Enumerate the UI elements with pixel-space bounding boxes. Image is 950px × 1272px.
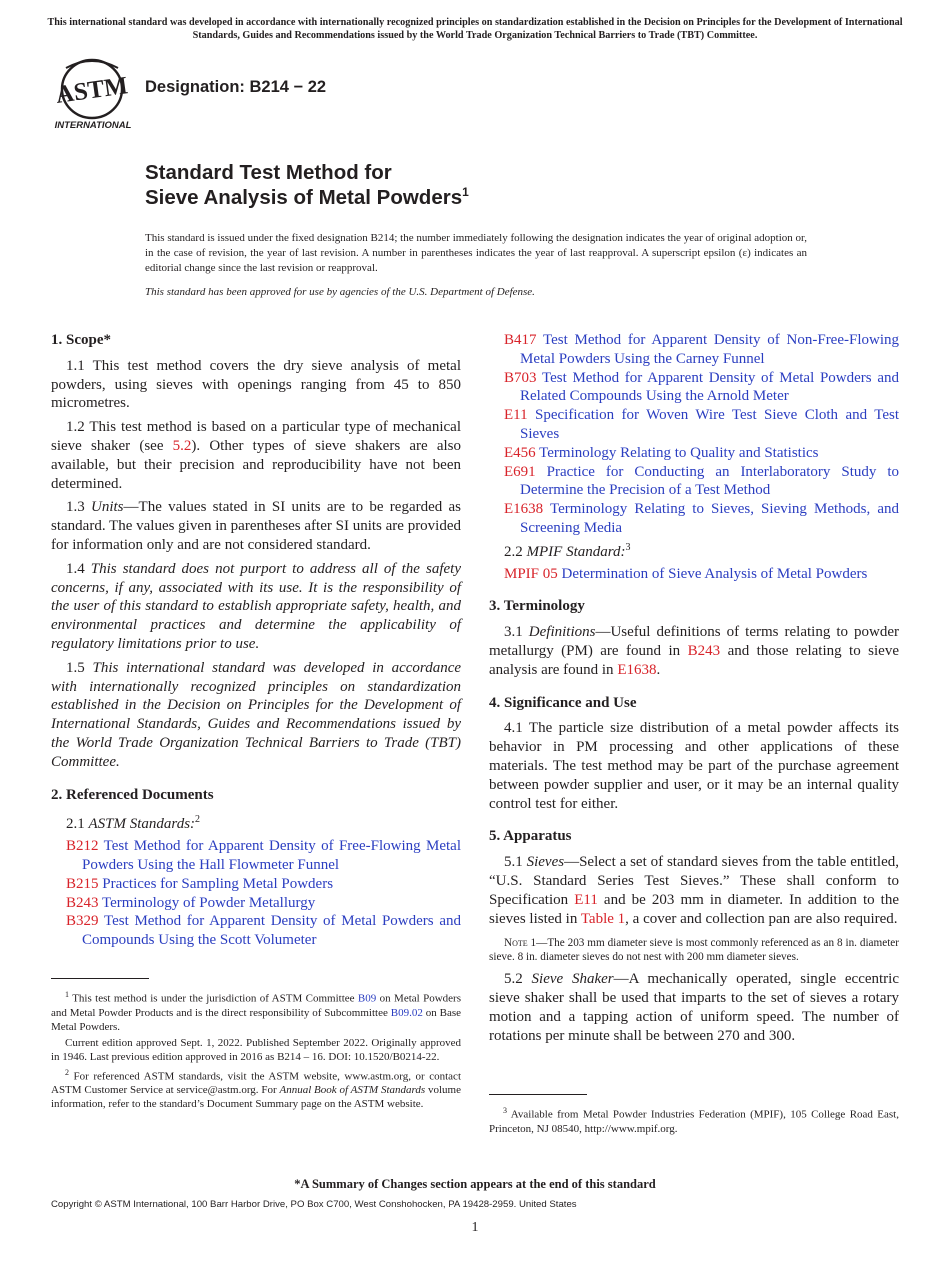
footnotes-left [51, 988, 461, 1113]
reference-item [51, 837, 461, 875]
reference-code[interactable]: B243 [66, 894, 99, 911]
para-5-2-term: Sieve Shaker [531, 971, 614, 988]
para-2-2 [489, 539, 899, 562]
note-1 [489, 936, 899, 964]
dod-approval-note: This standard has been approved for use by agencies of the U.S. Department of Defense. [145, 286, 535, 298]
section-1-heading: 1. Scope* [51, 332, 111, 348]
para-3-1-c: . [656, 661, 661, 678]
reference-title[interactable]: Practice for Conducting an Interlaboratory Study to Determine the Precision of a Test Method [520, 463, 899, 499]
top-note: This international standard was developed in accordance with internationally recognized principles on standardization established in the Decision on Principles for the Development of International Standards, Guides and Recommendations issued by the World Trade Organization Technical Barriers to Trade (TBT) Committee. [47, 17, 903, 41]
footnote-2-mark: 2 [65, 1067, 69, 1077]
note-1-label: Note 1 [504, 937, 537, 950]
para-5-1-c: , a cover and collection pan are also required. [625, 910, 898, 927]
astm-logo-text: ASTM [54, 72, 130, 109]
reference-item [489, 369, 899, 407]
footnote-1-c: on Base Metal Powders. [51, 1006, 461, 1033]
footnote-1-mark: 1 [65, 990, 69, 999]
para-1-2 [51, 418, 461, 493]
section-3-heading: 3. Terminology [489, 598, 585, 615]
section-4-heading: 4. Significance and Use [489, 694, 637, 711]
para-5-1-num: 5.1 [504, 854, 527, 871]
para-5-2-rest: —A mechanically operated, single eccentric sieve shaker shall be used that imparts to the set of sieves a rotary motion and a tapping action of uniform speed. The number of rotations per minute shall be between 270 and 300. [489, 971, 900, 1044]
footnote-rule-left [51, 978, 149, 979]
section-5-heading: 5. Apparatus [489, 828, 572, 845]
para-2-2-sup: 3 [625, 541, 631, 553]
footnote-2-b: volume information, refer to the standard’s Document Summary page on the ASTM website. [51, 1084, 461, 1111]
reference-code[interactable]: E456 [504, 444, 536, 461]
link-5-2[interactable]: 5.2 [172, 437, 192, 454]
reference-title[interactable]: Terminology Relating to Quality and Statistics [539, 444, 819, 461]
astm-logo [54, 58, 134, 132]
reference-title[interactable]: Test Method for Apparent Density of Non-Free-Flowing Metal Powders Using the Carney Funnel [520, 332, 900, 367]
reference-title[interactable]: Test Method for Apparent Density of Free-Flowing Metal Powders Using the Hall Flowmeter Funnel [82, 838, 461, 873]
reference-code[interactable]: B703 [504, 369, 537, 386]
para-1-2-b: ). Other types of sieve shakers are also available, but their precision and reproducibility have not been determined. [51, 437, 461, 492]
designation: Designation: B214 − 22 [145, 78, 327, 96]
reference-title[interactable]: Specification for Woven Wire Test Sieve Cloth and Test Sieves [520, 407, 899, 442]
para-1-2-a: 1.2 This test method is based on a particular type of mechanical sieve shaker (see [51, 419, 461, 454]
reference-item [489, 406, 899, 444]
astm-reference-list-right [489, 331, 899, 538]
reference-item [489, 463, 899, 501]
note-1-text: —The 203 mm diameter sieve is most commonly referenced as an 8 in. diameter sieve. 8 in. diameter sieves do not nest with 200 mm diameter sieves. [489, 937, 899, 964]
footnote-rule-right [489, 1094, 587, 1095]
reference-code[interactable]: B329 [66, 913, 99, 930]
reference-code[interactable]: B215 [66, 875, 99, 892]
reference-code[interactable]: E11 [504, 407, 528, 424]
para-5-2-num: 5.2 [504, 971, 532, 988]
section-2-heading: 2. Referenced Documents [51, 786, 214, 803]
para-2-1-num: 2.1 [66, 816, 89, 833]
para-3-1-term: Definitions [528, 624, 596, 641]
para-1-1: 1.1 This test method covers the dry sieve analysis of metal powders, using sieves with openings ranging from 45 to 850 micrometres. [51, 357, 461, 412]
reference-title[interactable]: Terminology of Powder Metallurgy [102, 894, 316, 911]
reference-title[interactable]: Practices for Sampling Metal Powders [102, 875, 334, 892]
summary-of-changes-note: *A Summary of Changes section appears at the end of this standard [294, 1177, 656, 1191]
para-5-1-a: —Select a set of standard sieves from the table entitled, “U.S. Standard Series Test Sieves.” These shall conform to Specification [489, 854, 900, 908]
para-2-2-label: MPIF Standard: [526, 543, 626, 560]
para-3-1-a: —Useful definitions of terms relating to powder metallurgy (PM) are found in [489, 624, 900, 659]
footnote-3-text: Available from Metal Powder Industries Federation (MPIF), 105 College Road East, Princeton, NJ 08540, http://www.mpif.org. [489, 1108, 899, 1135]
para-1-4 [51, 560, 461, 654]
reference-code[interactable]: B212 [66, 838, 99, 855]
footnote-3 [489, 1104, 899, 1136]
page-number: 1 [471, 1220, 479, 1235]
left-column [51, 331, 461, 950]
document-title [145, 160, 845, 210]
link-b09-02[interactable]: B09.02 [390, 1006, 423, 1019]
link-b243[interactable]: B243 [687, 642, 721, 659]
link-b09[interactable]: B09 [357, 992, 377, 1005]
reference-item [489, 444, 899, 463]
astm-reference-list-left [51, 837, 461, 950]
para-1-3-num: 1.3 [66, 499, 92, 516]
para-5-1-b: and be 203 mm in diameter. In addition to the sieves listed in [489, 891, 900, 927]
reference-code[interactable]: B417 [504, 332, 537, 348]
para-3-1-b: and those relating to sieve analysis are found in [489, 642, 899, 678]
footnote-1-a: This test method is under the jurisdiction of ASTM Committee [69, 992, 358, 1005]
para-1-5-num: 1.5 [66, 659, 93, 676]
reference-item [51, 912, 461, 950]
footnote-2-a: For referenced ASTM standards, visit the ASTM website, www.astm.org, or contact ASTM Customer Service at service@astm.org. For [51, 1070, 461, 1097]
para-1-5-text: This international standard was developed in accordance with internationally recognized principles on standardization established in the Decision on Principles for the Development of International Standards, Guides and Recommendations issued by the World Trade Organization Technical Barriers to Trade (TBT) Committee. [51, 659, 462, 770]
para-4-1: 4.1 The particle size distribution of a metal powder affects its behavior in PM processing and other applications of these materials. The test method may be part of the purchase agreement between powder supplier and user, or it may be an internal quality control test for either. [489, 720, 899, 812]
footnote-2 [51, 1066, 461, 1112]
reference-code[interactable]: E1638 [504, 501, 544, 518]
title-line-2 [145, 185, 845, 210]
footnote-3-mark: 3 [503, 1106, 507, 1115]
reference-title[interactable]: Test Method for Apparent Density of Metal Powders and Compounds Using the Scott Volumeter [82, 913, 461, 949]
reference-title[interactable]: Determination of Sieve Analysis of Metal Powders [561, 565, 868, 582]
reference-item [51, 894, 461, 913]
footnote-1 [51, 988, 461, 1034]
para-1-5 [51, 659, 461, 772]
title-line-1: Standard Test Method for [145, 161, 392, 184]
para-5-2 [489, 970, 899, 1045]
link-table-1[interactable]: Table 1 [580, 910, 626, 927]
para-1-3-rest: —The values stated in SI units are to be regarded as standard. The values given in parentheses after SI units are provided for information only and are not considered standard. [51, 499, 462, 553]
para-2-2-num: 2.2 [504, 543, 527, 560]
para-5-1 [489, 853, 899, 928]
footnote-1-edition: Current edition approved Sept. 1, 2022. Published September 2022. Originally approved in 1946. Last previous edition approved in 2016 as B214 – 16. DOI: 10.1520/B0214-22. [51, 1036, 461, 1063]
link-e11[interactable]: E11 [574, 891, 598, 908]
link-e1638[interactable]: E1638 [617, 661, 657, 678]
reference-mpif-05 [489, 565, 899, 584]
para-3-1-num: 3.1 [504, 624, 529, 641]
reference-title[interactable]: Terminology Relating to Sieves, Sieving Methods, and Screening Media [520, 501, 899, 536]
copyright: Copyright © ASTM International, 100 Barr Harbor Drive, PO Box C700, West Conshohocken, PA 19428-2959. United States [51, 1199, 577, 1210]
para-3-1 [489, 623, 899, 679]
issuance-note: This standard is issued under the fixed designation B214; the number immediately following the designation indicates the year of original adoption or, in the case of revision, the year of last revision. A number in parentheses indicates the year of last reapproval. A superscript epsilon (ε) indicates an editorial change since the last revision or reapproval. [145, 232, 807, 274]
para-2-1-sup: 2 [195, 814, 201, 826]
reference-item [51, 875, 461, 894]
para-2-1-label: ASTM Standards: [88, 816, 196, 833]
para-5-1-term: Sieves [526, 854, 565, 871]
title-footnote-mark: 1 [462, 185, 469, 200]
para-1-4-num: 1.4 [66, 560, 91, 577]
reference-item [489, 331, 899, 369]
astm-logo-subtext: INTERNATIONAL [54, 120, 132, 131]
right-column [489, 331, 899, 1051]
para-1-3-term: Units [91, 499, 124, 516]
title-line-2-text: Sieve Analysis of Metal Powders [145, 186, 463, 209]
reference-item [489, 500, 899, 538]
footnote-2-book: Annual Book of ASTM Standards [279, 1084, 426, 1097]
reference-title[interactable]: Test Method for Apparent Density of Metal Powders and Related Compounds Using the Arnold Meter [520, 369, 899, 405]
para-2-1 [51, 811, 461, 834]
para-1-4-text: This standard does not purport to address all of the safety concerns, if any, associated with its use. It is the responsibility of the user of this standard to establish appropriate safety, health, and environmental practices and determine the applicability of regulatory limitations prior to use. [51, 560, 461, 652]
footnote-1-b: on Metal Powders and Metal Powder Products and is the direct responsibility of Subcommittee [51, 992, 461, 1019]
reference-code[interactable]: MPIF 05 [504, 565, 558, 582]
para-1-3 [51, 498, 461, 554]
footnotes-right [489, 1104, 899, 1138]
reference-code[interactable]: E691 [504, 463, 536, 480]
